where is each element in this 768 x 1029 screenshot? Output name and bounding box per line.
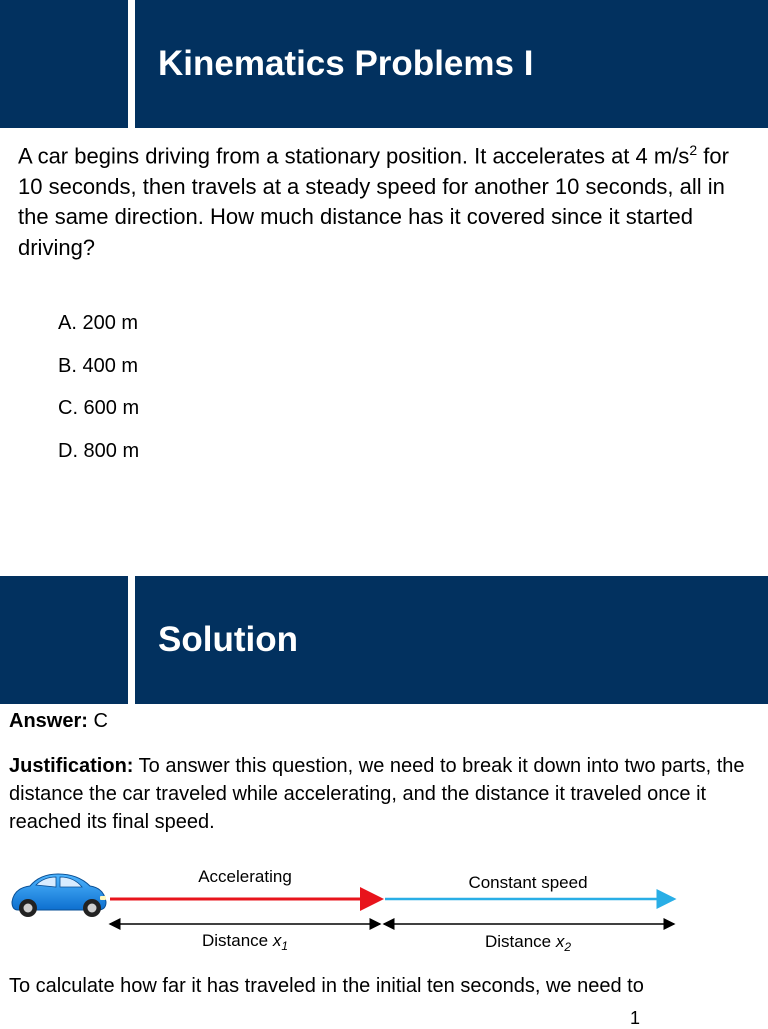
- question-text: [18, 135, 758, 263]
- justification-label: Justification:: [9, 755, 134, 777]
- choice-b[interactable]: B. 400 m: [58, 354, 139, 377]
- fraction-numerator: 1: [630, 1008, 641, 1028]
- motion-diagram: [0, 858, 768, 958]
- choice-d[interactable]: D. 800 m: [58, 439, 140, 462]
- choice-c[interactable]: C. 600 m: [58, 397, 140, 419]
- distance-2-label: Distance $x_2$: [484, 932, 572, 954]
- page-title: Kinematics Problems I: [158, 44, 534, 83]
- answer-line: [9, 710, 108, 733]
- justification: [9, 752, 759, 836]
- solution-banner: [0, 576, 768, 704]
- question-panel: [2, 128, 766, 574]
- continuation-text: To calculate how far it has traveled in the initial ten seconds, we need to: [9, 975, 644, 997]
- banner-stripe: [128, 0, 135, 128]
- header-banner: [0, 0, 768, 128]
- accelerating-label: Accelerating: [198, 867, 292, 886]
- answer-choices: [58, 308, 139, 478]
- car-icon: [12, 874, 106, 917]
- solution-title: Solution: [158, 620, 298, 659]
- distance-1-label: Distance $x_1$: [201, 931, 289, 953]
- justification-text: To answer this question, we need to break it down into two parts, the distance the car traveled while accelerating, and the distance it traveled once it reached its final speed.: [9, 755, 745, 833]
- question-text-part-1: A car begins driving from a stationary position. It accelerates at 4 m/s: [18, 143, 690, 169]
- question-superscript: 2: [689, 142, 698, 158]
- banner-stripe: [128, 576, 135, 704]
- question-text-part-2: for 10 seconds, then travels at a steady speed for another 10 seconds, all in the same direction. How much distance has it covered since it started driving?: [18, 143, 729, 260]
- constant-speed-label: Constant speed: [468, 873, 588, 892]
- answer-label: Answer:: [9, 710, 88, 732]
- answer-value: C: [87, 710, 108, 732]
- choice-a[interactable]: A. 200 m: [58, 312, 139, 334]
